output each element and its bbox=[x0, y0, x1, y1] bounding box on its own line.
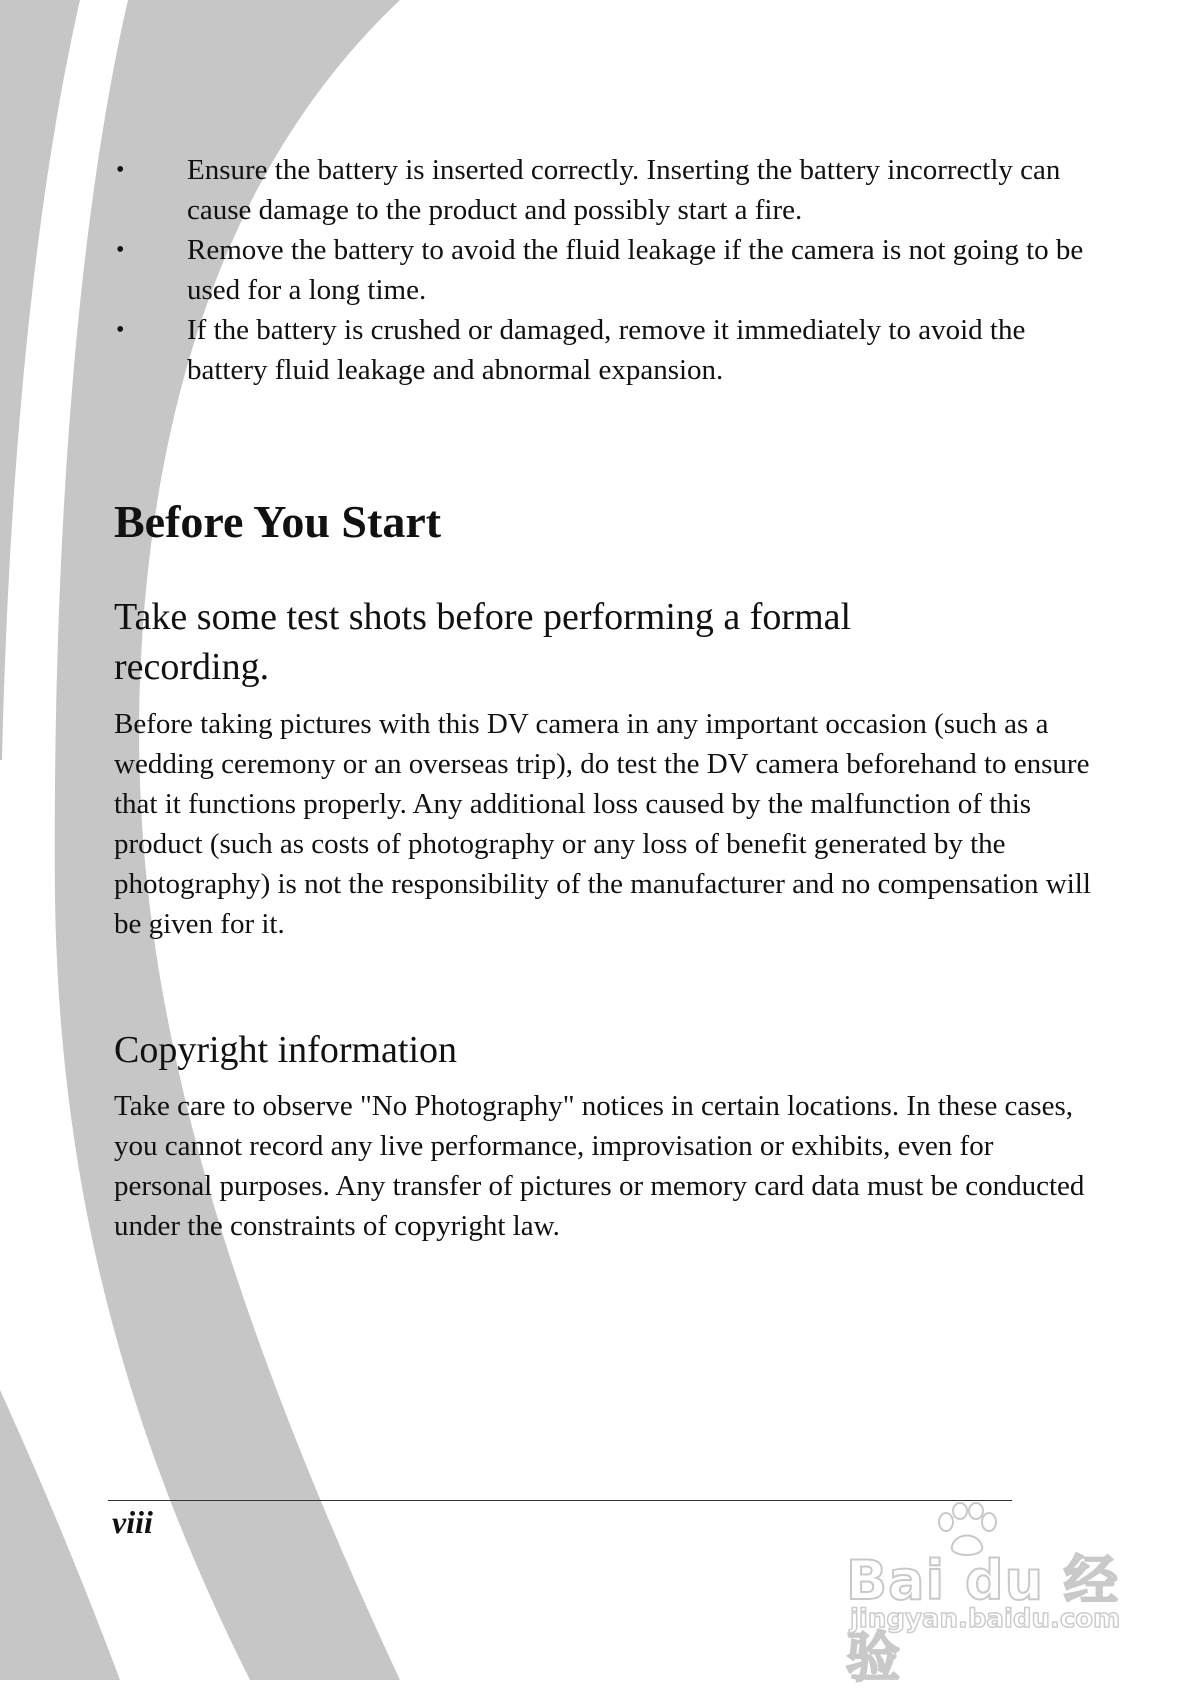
bullet-dot: • bbox=[116, 237, 125, 263]
watermark-brand: Bai du 经验 bbox=[846, 1549, 1119, 1689]
watermark-url: jingyan.baidu.com bbox=[850, 1604, 1121, 1634]
test-shots-heading: Take some test shots before performing a formal recording. bbox=[114, 596, 852, 688]
bullet-dot: • bbox=[116, 157, 125, 183]
list-item bbox=[116, 310, 1096, 390]
list-item-text: Remove the battery to avoid the fluid leakage if the camera is not going to be used for a long time. bbox=[187, 234, 1084, 306]
list-item bbox=[116, 230, 1096, 310]
battery-warnings-list bbox=[116, 150, 1096, 390]
list-item bbox=[116, 150, 1096, 230]
copyright-paragraph: Take care to observe "No Photography" notices in certain locations. In these cases, you cannot record any live performance, improvisation or exhibits, even for personal purposes. Any transfer of pictures or memory card data must be conducted under the constraints of copyright law. bbox=[114, 1090, 1085, 1242]
baidu-watermark bbox=[840, 1500, 1140, 1689]
page-number: viii bbox=[112, 1504, 153, 1540]
copyright-heading: Copyright information bbox=[114, 1029, 458, 1071]
bullet-dot: • bbox=[116, 317, 125, 343]
test-shots-paragraph: Before taking pictures with this DV camera in any important occasion (such as a wedding ceremony or an overseas trip), do test the DV camera beforehand to ensure that it functions properly. Any additional loss caused by the malfunction of this product (such as costs of photography or any loss of benefit generated by the photography) is not the responsibility of the manufacturer and no compensation will be given for it. bbox=[114, 708, 1091, 940]
list-item-text: If the battery is crushed or damaged, remove it immediately to avoid the battery fluid leakage and abnormal expansion. bbox=[187, 314, 1026, 386]
section-title: Before You Start bbox=[114, 496, 442, 547]
list-item-text: Ensure the battery is inserted correctly. Inserting the battery incorrectly can cause damage to the product and possibly start a fire. bbox=[187, 154, 1061, 226]
